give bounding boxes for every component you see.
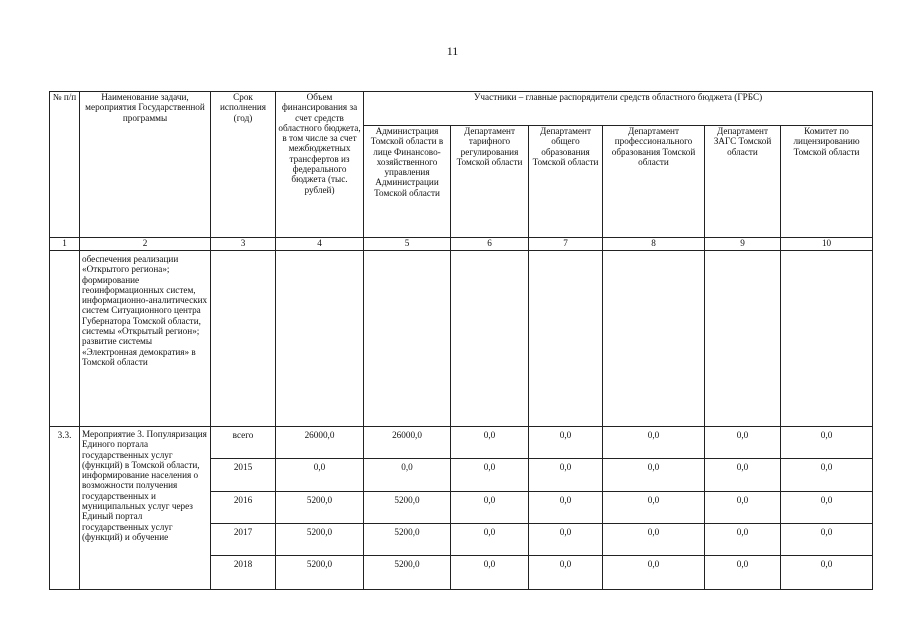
- grbs-value-cell: [364, 524, 451, 556]
- table-cell: [364, 251, 451, 427]
- header-row-1: [50, 92, 873, 126]
- volume-cell: [276, 556, 364, 590]
- header-cell-number: № п/п: [50, 92, 80, 238]
- grbs-professional-education-value: 0,0: [647, 430, 660, 440]
- grbs-value-cell: [364, 427, 451, 459]
- grbs-value-cell: [529, 556, 603, 590]
- grbs-zags-value: 0,0: [736, 527, 749, 537]
- grbs-professional-education-value: 0,0: [647, 495, 660, 505]
- grbs-professional-education-value: 0,0: [647, 462, 660, 472]
- volume-value: 5200,0: [306, 495, 333, 505]
- page-number: 11: [446, 44, 459, 58]
- table-row: [50, 427, 873, 459]
- measure-name-cell: [80, 427, 211, 590]
- header-cell-grbs-professional-education: Департамент профессионального образования Томской области: [603, 126, 705, 238]
- grbs-professional-education-value: 0,0: [647, 527, 660, 537]
- grbs-value-cell: [529, 492, 603, 524]
- grbs-admin-value: 0,0: [401, 462, 413, 472]
- column-number: 8: [603, 238, 705, 251]
- volume-value: 0,0: [313, 462, 326, 472]
- grbs-value-cell: [529, 427, 603, 459]
- grbs-tariff-value: 0,0: [483, 495, 496, 505]
- grbs-value-cell: [451, 556, 529, 590]
- grbs-value-cell: [364, 556, 451, 590]
- grbs-admin-value: 5200,0: [394, 527, 420, 537]
- grbs-value-cell: [529, 459, 603, 492]
- grbs-general-education-value: 0,0: [559, 559, 572, 569]
- grbs-value-cell: [451, 524, 529, 556]
- table-cell: [211, 251, 276, 427]
- column-number: 4: [276, 238, 364, 251]
- header-cell-participants: Участники – главные распорядители средств областного бюджета (ГРБС): [364, 92, 873, 126]
- volume-cell: [276, 492, 364, 524]
- column-number: 6: [451, 238, 529, 251]
- grbs-value-cell: [451, 459, 529, 492]
- column-number: 7: [529, 238, 603, 251]
- grbs-value-cell: [781, 459, 873, 492]
- table-cell: [603, 251, 705, 427]
- grbs-admin-value: 5200,0: [394, 495, 420, 505]
- grbs-general-education-value: 0,0: [559, 527, 572, 537]
- grbs-general-education-value: 0,0: [559, 462, 572, 472]
- grbs-tariff-value: 0,0: [483, 462, 496, 472]
- header-cell-grbs-zags: Департамент ЗАГС Томской области: [705, 126, 781, 238]
- grbs-professional-education-value: 0,0: [647, 559, 660, 569]
- grbs-value-cell: [603, 556, 705, 590]
- term-value: 2015: [233, 462, 253, 472]
- term-value: 2016: [233, 495, 253, 505]
- term-cell: [211, 459, 276, 492]
- column-number-row: [50, 238, 873, 251]
- table-cell: [451, 251, 529, 427]
- header-cell-name: Наименование задачи, мероприятия Государственной программы: [80, 92, 211, 238]
- grbs-value-cell: [705, 492, 781, 524]
- grbs-general-education-value: 0,0: [559, 495, 572, 505]
- grbs-value-cell: [364, 459, 451, 492]
- grbs-tariff-value: 0,0: [483, 559, 496, 569]
- grbs-admin-value: 26000,0: [392, 430, 422, 440]
- grbs-value-cell: [781, 427, 873, 459]
- header-cell-term: Срок исполнения (год): [211, 92, 276, 238]
- grbs-value-cell: [603, 459, 705, 492]
- term-value: 2018: [233, 559, 253, 569]
- grbs-licensing-value: 0,0: [820, 527, 833, 537]
- grbs-value-cell: [705, 459, 781, 492]
- grbs-zags-value: 0,0: [736, 430, 749, 440]
- column-number: 2: [80, 238, 211, 251]
- grbs-value-cell: [781, 492, 873, 524]
- continuation-text-cell: [80, 251, 211, 427]
- continuation-row: [50, 251, 873, 427]
- table-cell: [276, 251, 364, 427]
- term-cell: [211, 427, 276, 459]
- table-cell: [705, 251, 781, 427]
- grbs-tariff-value: 0,0: [483, 527, 496, 537]
- measure-name: Мероприятие 3. Популяризация Единого портала государственных услуг (функций) в Томской области, информирование населения о возможности получения государственных и муниципальных услуг через Единый портал государственных услуг (функций) и обучение: [82, 429, 207, 542]
- grbs-tariff-value: 0,0: [483, 430, 496, 440]
- volume-value: 5200,0: [306, 527, 333, 537]
- header-cell-volume: Объем финансирования за счет средств областного бюджета, в том числе за счет межбюджетных трансфертов из федерального бюджета (тыс. рублей): [276, 92, 364, 238]
- header-cell-grbs-tariff: Департамент тарифного регулирования Томской области: [451, 126, 529, 238]
- header-cell-grbs-admin: Администрация Томской области в лице Финансово-хозяйственного управления Администрации Томской области: [364, 126, 451, 238]
- term-cell: [211, 492, 276, 524]
- grbs-value-cell: [603, 427, 705, 459]
- header-cell-grbs-licensing: Комитет по лицензированию Томской области: [781, 126, 873, 238]
- grbs-admin-value: 5200,0: [394, 559, 420, 569]
- grbs-value-cell: [781, 556, 873, 590]
- grbs-licensing-value: 0,0: [820, 559, 833, 569]
- column-number: 9: [705, 238, 781, 251]
- grbs-value-cell: [603, 492, 705, 524]
- grbs-zags-value: 0,0: [736, 462, 749, 472]
- column-number: 3: [211, 238, 276, 251]
- volume-value: 26000,0: [304, 430, 335, 440]
- volume-cell: [276, 524, 364, 556]
- column-number: 10: [781, 238, 873, 251]
- measure-number: 3.3.: [57, 430, 72, 440]
- grbs-value-cell: [705, 524, 781, 556]
- grbs-value-cell: [529, 524, 603, 556]
- grbs-zags-value: 0,0: [736, 559, 749, 569]
- grbs-licensing-value: 0,0: [820, 462, 833, 472]
- column-number: 5: [364, 238, 451, 251]
- grbs-zags-value: 0,0: [736, 495, 749, 505]
- continuation-text: обеспечения реализации «Открытого региона»; формирование геоинформационных систем, информационно-аналитических систем Ситуационного центра Губернатора Томской области, системы «Открытый регион»; развитие системы «Электронная демократия» в Томской области: [82, 254, 208, 367]
- grbs-value-cell: [781, 524, 873, 556]
- grbs-value-cell: [364, 492, 451, 524]
- volume-cell: [276, 459, 364, 492]
- volume-value: 5200,0: [306, 559, 333, 569]
- term-cell: [211, 556, 276, 590]
- grbs-licensing-value: 0,0: [820, 430, 833, 440]
- table-cell: [781, 251, 873, 427]
- table-cell: [50, 251, 80, 427]
- grbs-value-cell: [451, 492, 529, 524]
- grbs-value-cell: [451, 427, 529, 459]
- measure-number-cell: [50, 427, 80, 590]
- volume-cell: [276, 427, 364, 459]
- grbs-general-education-value: 0,0: [559, 430, 572, 440]
- program-budget-table: [49, 91, 873, 590]
- grbs-value-cell: [705, 427, 781, 459]
- column-number: 1: [50, 238, 80, 251]
- term-value: 2017: [233, 527, 253, 537]
- term-value: всего: [232, 430, 254, 440]
- table-cell: [529, 251, 603, 427]
- grbs-value-cell: [705, 556, 781, 590]
- term-cell: [211, 524, 276, 556]
- grbs-licensing-value: 0,0: [820, 495, 833, 505]
- grbs-value-cell: [603, 524, 705, 556]
- header-cell-grbs-general-education: Департамент общего образования Томской области: [529, 126, 603, 238]
